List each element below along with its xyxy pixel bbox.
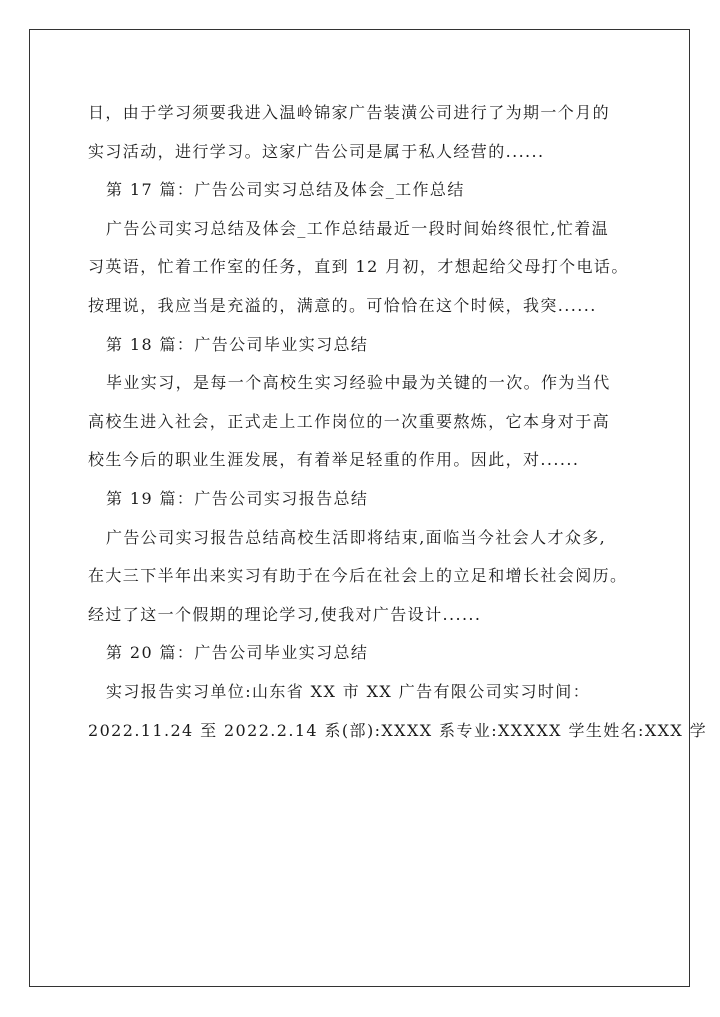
text-line: 在大三下半年出来实习有助于在今后在社会上的立足和增长社会阅历。 — [88, 566, 628, 586]
text-line: 实习报告实习单位:山东省 XX 市 XX 广告有限公司实习时间： — [106, 681, 591, 701]
text-line: 实习活动，进行学习。这家广告公司是属于私人经营的...... — [88, 141, 545, 161]
text-line: 习英语，忙着工作室的任务，直到 12 月初，才想起给父母打个电话。 — [88, 257, 629, 277]
text-line: 2022.11.24 至 2022.2.14 系(部):XXXX 系专业:XXXXX 学生姓名:XXX 学 — [88, 720, 708, 740]
text-line: 经过了这一个假期的理论学习,使我对广告设计...... — [88, 604, 482, 624]
text-line: 校生今后的职业生涯发展，有着举足轻重的作用。因此，对...... — [88, 450, 580, 470]
text-line: 按理说，我应当是充溢的，满意的。可恰恰在这个时候，我突...... — [88, 295, 597, 315]
article-heading-19: 第 19 篇：广告公司实习报告总结 — [106, 488, 369, 508]
text-line: 广告公司实习总结及体会_工作总结最近一段时间始终很忙,忙着温 — [106, 218, 610, 238]
article-heading-17: 第 17 篇：广告公司实习总结及体会_工作总结 — [106, 180, 465, 200]
text-line: 高校生进入社会，正式走上工作岗位的一次重要熬炼，它本身对于高 — [88, 411, 611, 431]
article-heading-18: 第 18 篇：广告公司毕业实习总结 — [106, 334, 369, 354]
text-line: 广告公司实习报告总结高校生活即将结束,面临当今社会人才众多, — [106, 527, 607, 547]
document-body — [88, 94, 708, 750]
article-heading-20: 第 20 篇：广告公司毕业实习总结 — [106, 643, 369, 663]
text-line: 日，由于学习须要我进入温岭锦家广告装潢公司进行了为期一个月的 — [88, 103, 611, 122]
text-line: 毕业实习，是每一个高校生实习经验中最为关键的一次。作为当代 — [106, 373, 611, 393]
